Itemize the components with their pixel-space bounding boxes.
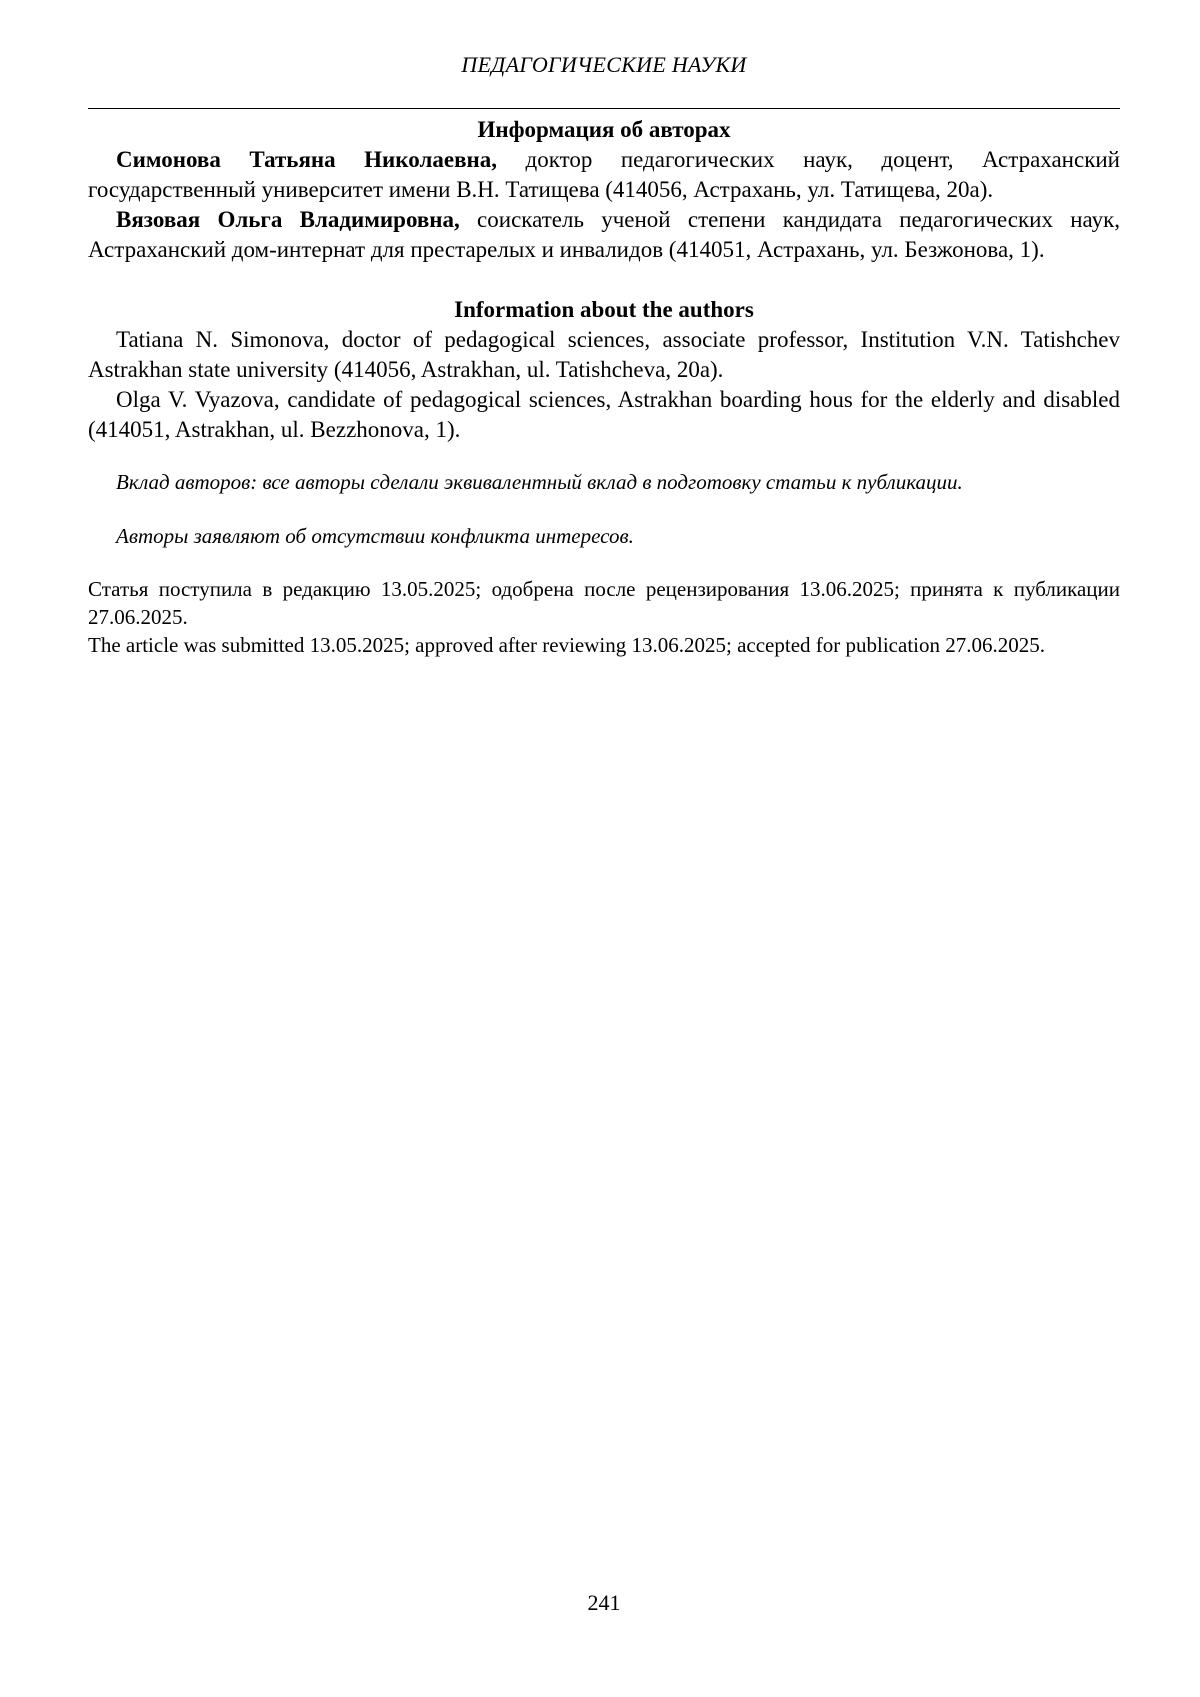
page-number: 241 bbox=[587, 1590, 621, 1615]
article-dates-en: The article was submitted 13.05.2025; approved after reviewing 13.06.2025; accepted for publication 27.06.2025. bbox=[88, 633, 1045, 657]
author-entry-en: Tatiana N. Simonova, doctor of pedagogical sciences, associate professor, Institution V.N. Tatishchev Astrakhan state university (414056, Astrakhan, ul. Tatishcheva, 20a). bbox=[88, 327, 1120, 382]
author-entry-ru bbox=[88, 145, 1120, 205]
author-name: Симонова Татьяна Николаевна, bbox=[116, 147, 497, 172]
section-spacer bbox=[88, 265, 1120, 295]
article-dates-ru: Статья поступила в редакцию 13.05.2025; одобрена после рецензирования 13.06.2025; принята к публикации 27.06.2025. bbox=[88, 577, 1120, 629]
author-name: Вязовая Ольга Владимировна, bbox=[116, 207, 460, 232]
author-details: соискатель ученой степени кандидата педагогических наук, Астраханский дом-интернат для престарелых и инвалидов (414051, Астрахань, ул. Безжонова, 1). bbox=[88, 207, 1120, 262]
header-divider bbox=[88, 108, 1120, 109]
authors-info-ru-title: Информация об авторах bbox=[477, 117, 731, 142]
conflict-note: Авторы заявляют об отсутствии конфликта интересов. bbox=[116, 524, 634, 548]
running-header: ПЕДАГОГИЧЕСКИЕ НАУКИ bbox=[461, 52, 747, 77]
authors-info-en-title: Information about the authors bbox=[454, 297, 754, 322]
author-entry-ru bbox=[88, 205, 1120, 265]
author-entry-en: Olga V. Vyazova, candidate of pedagogical sciences, Astrakhan boarding hous for the elderly and disabled (414051, Astrakhan, ul. Bezzhonova, 1). bbox=[88, 387, 1120, 442]
author-details: доктор педагогических наук, доцент, Астраханский государственный университет имени В.Н. Татищева (414056, Астрахань, ул. Татищева, 20а). bbox=[88, 147, 1120, 202]
contribution-note: Вклад авторов: все авторы сделали эквивалентный вклад в подготовку статьи к публикации. bbox=[116, 470, 963, 494]
page-content bbox=[88, 115, 1120, 659]
